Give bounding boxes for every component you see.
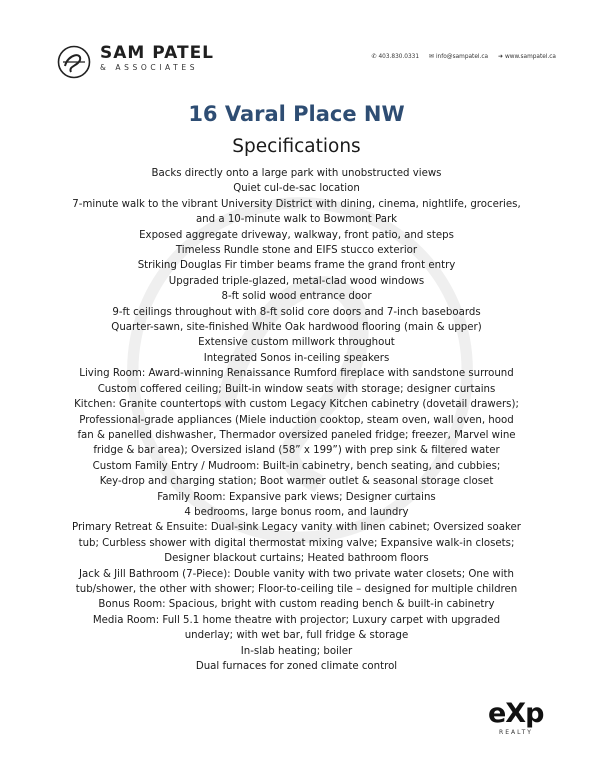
spec-line: 9-ft ceilings throughout with 8-ft solid core doors and 7-inch baseboards	[112, 306, 481, 318]
spec-line: and a 10-minute walk to Bowmont Park	[195, 214, 398, 226]
brand-subtitle: & ASSOCIATES	[100, 63, 199, 72]
spec-line: Custom coffered ceiling; Built-in window seats with storage; designer curtains	[97, 383, 496, 395]
phone-text: 403.830.0331	[378, 54, 420, 60]
globe-icon: ➜	[497, 53, 503, 60]
spec-line: Primary Retreat & Ensuite: Dual-sink Legacy vanity with linen cabinet; Oversized soaker	[72, 522, 521, 534]
brand	[100, 44, 214, 73]
exp-logo-subtext: REALTY	[499, 729, 533, 736]
website-text: www.sampatel.ca	[504, 54, 556, 60]
spec-line: Quiet cul-de-sac location	[233, 183, 360, 195]
spec-line: Key-drop and charging station; Boot warmer outlet & seasonal storage closet	[99, 476, 494, 488]
spec-line: fan & panelled dishwasher, Thermador oversized paneled fridge; freezer, Marvel wine	[77, 429, 516, 441]
exp-realty-logo	[488, 700, 558, 744]
spec-line: Integrated Sonos in-ceiling speakers	[203, 352, 390, 364]
spec-line: 7-minute walk to the vibrant University District with dining, cinema, nightlife, groceries,	[72, 198, 521, 210]
sp-logo-icon	[56, 44, 92, 80]
exp-logo-text: eXp	[488, 698, 544, 729]
email-icon: ✉	[428, 53, 434, 60]
spec-line: tub; Curbless shower with digital thermostat mixing valve; Expansive walk-in closets;	[78, 537, 515, 549]
property-title: 16 Varal Place NW	[188, 102, 405, 126]
spec-line: Quarter-sawn, site-finished White Oak hardwood flooring (main & upper)	[111, 322, 482, 334]
phone-contact	[371, 54, 419, 60]
website-contact	[498, 54, 556, 60]
spec-line: Jack & Jill Bathroom (7-Piece): Double vanity with two private water closets; One with	[79, 568, 514, 580]
spec-line: Media Room: Full 5.1 home theatre with projector; Luxury carpet with upgraded	[92, 614, 501, 626]
spec-line: underlay; with wet bar, full fridge & storage	[184, 630, 409, 642]
spec-line: 8-ft solid wood entrance door	[221, 291, 372, 303]
email-contact	[429, 54, 488, 60]
section-title: Specifications	[232, 136, 361, 157]
contact-info	[363, 53, 556, 60]
spec-line: Professional-grade appliances (Miele induction cooktop, steam oven, wall oven, hood	[79, 414, 514, 426]
spec-line: Striking Douglas Fir timber beams frame the grand front entry	[137, 260, 456, 272]
spec-line: 4 bedrooms, large bonus room, and laundry	[184, 506, 409, 518]
spec-line: Living Room: Award-winning Renaissance Rumford fireplace with sandstone surround	[79, 368, 514, 380]
email-text: info@sampatel.ca	[435, 54, 489, 60]
spec-line: Timeless Rundle stone and EIFS stucco exterior	[175, 245, 418, 257]
spec-line: Extensive custom millwork throughout	[198, 337, 395, 349]
spec-line: tub/shower, the other with shower; Floor-to-ceiling tile – designed for multiple children	[75, 583, 518, 595]
letterhead	[56, 40, 556, 80]
brand-name: SAM PATEL	[100, 43, 215, 63]
spec-line: Upgraded triple-glazed, metal-clad wood windows	[168, 275, 425, 287]
spec-line: Custom Family Entry / Mudroom: Built-in cabinetry, bench seating, and cubbies;	[92, 460, 501, 472]
spec-line: fridge & bar area); Oversized island (58” x 199”) with prep sink & filtered water	[93, 445, 500, 457]
spec-line: Dual furnaces for zoned climate control	[195, 661, 398, 672]
spec-line: Exposed aggregate driveway, walkway, front patio, and steps	[139, 229, 454, 241]
spec-line: Bonus Room: Spacious, bright with custom reading bench & built-in cabinetry	[98, 599, 495, 611]
spec-line: In-slab heating; boiler	[240, 645, 353, 657]
specifications-list	[60, 166, 533, 674]
phone-icon: ✆	[371, 53, 377, 60]
spec-line: Family Room: Expansive park views; Designer curtains	[157, 491, 436, 503]
spec-line: Designer blackout curtains; Heated bathroom floors	[164, 553, 429, 565]
spec-line: Kitchen: Granite countertops with custom Legacy Kitchen cabinetry (dovetail drawers);	[74, 399, 519, 411]
spec-line: Backs directly onto a large park with unobstructed views	[151, 168, 442, 179]
